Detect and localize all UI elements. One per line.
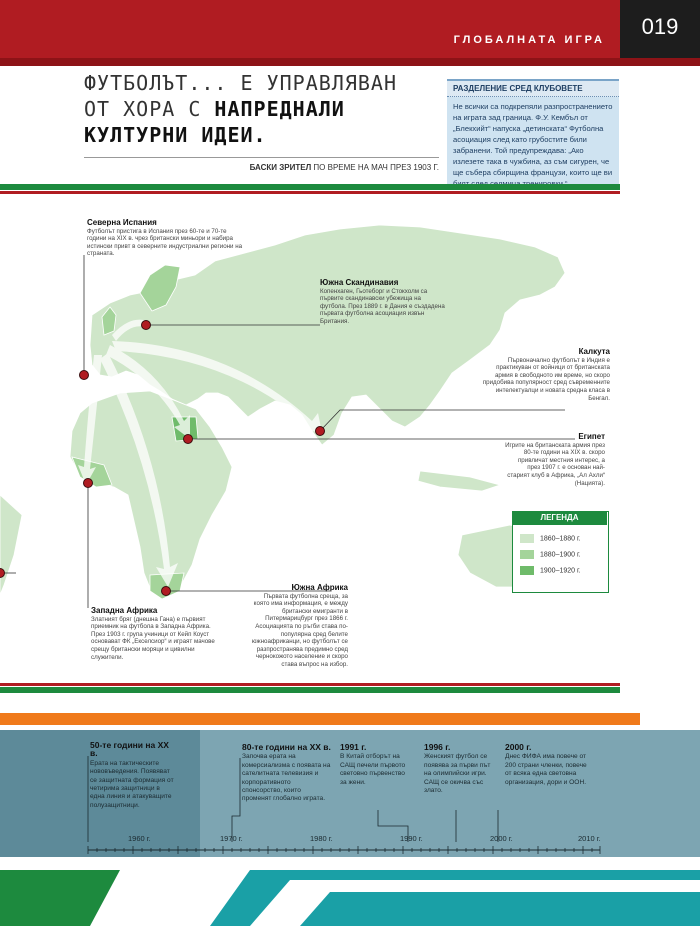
quote-line-2-bold: НАПРЕДНАЛИ — [214, 97, 345, 121]
legend-item-1860-1880 — [520, 534, 581, 543]
page-number: 019 — [641, 14, 679, 39]
legend-label: 1860–1880 г. — [540, 535, 581, 543]
annotation-north-spain — [87, 219, 247, 258]
timeline-heading: 80-те години на XX в. — [242, 742, 331, 752]
annotation-title: Западна Африка — [91, 606, 158, 615]
annotation-calcutta — [480, 348, 610, 402]
annotation-text: Футболът пристига в Испания през 60-те и 70-те години на XIX в. чрез британски миньори и набира истински привт в северните индустриални региони на страната. — [87, 227, 243, 258]
timeline-text: Ерата на тактическите нововъведения. Появяват се защитната формация от четирима защитници в една линия и атакуващите полузащитници. — [90, 759, 174, 809]
tick-label-1980: 1980 г. — [310, 834, 333, 843]
annotation-text: Първата футболна среща, за която има информация, е между британски емигранти в Питермарицбург през 1866 г. Асоциацията по ръгби става по-популярна сред белите южноафриканци, но футболът се разпространява предимно сред чернокожото население и скоро става въпрос на избор. — [251, 592, 348, 668]
quote-source-name: БАСКИ ЗРИТЕЛ — [249, 163, 312, 172]
annotation-egypt — [505, 433, 605, 487]
legend-swatch — [520, 566, 534, 575]
marker-left-edge — [0, 569, 5, 578]
annotation-text: Копенхаген, Гьотеборг и Стокхолм са първите скандинавски убежища на футбола. През 1889 г. в Дания е създадена първата футболна асоциация извън Британия. — [320, 287, 445, 325]
annotation-title: Северна Испания — [87, 218, 157, 227]
marker-scandinavia — [142, 321, 151, 330]
leader-calcutta — [320, 410, 565, 431]
quote-line-2-plain: ОТ ХОРА С — [84, 97, 215, 121]
legend-item-1900-1920 — [520, 566, 581, 575]
tick-label-2010: 2010 г. — [578, 834, 601, 843]
south-america-edge — [0, 495, 22, 595]
marker-south-africa — [162, 587, 171, 596]
annotation-south-africa — [248, 584, 348, 669]
quote-line-3-bold: КУЛТУРНИ ИДЕИ. — [84, 123, 267, 147]
sidebar-text: Не всички са подкрепяли разпространението на играта зад граница. Ф.У. Кембъл от „Блекхийт“ напуска „детинската“ Футболна асоциация след като грубостите били забранени. Той предупреждава: „Ако излезете така в чужбина, аз съм сигурен, че ще събера сбирщина французи, които ще ви — [453, 102, 613, 177]
connector-1980s — [232, 758, 240, 842]
marker-west-africa — [84, 479, 93, 488]
header-bar — [0, 0, 620, 58]
annotation-title: Египет — [578, 432, 605, 441]
quote-source-context: ПО ВРЕМЕ НА МАЧ ПРЕЗ 1903 Г. — [311, 163, 439, 172]
section-title: ГЛОБАЛНАТА ИГРА — [453, 34, 605, 46]
timeline-text: В Китай отборът на САЩ печели първото световно първенство за жени. — [340, 753, 406, 786]
timeline-text: Започва ерата на комерсиализма с появата на сателитната телевизия и корпоративното спонсорство, които променят глобално играта. — [242, 753, 331, 803]
timeline-text: Женският футбол се появява за първи път на олимпийски игри. САЩ се окичва със злато. — [424, 753, 491, 795]
southeast-asia-islands — [418, 471, 500, 491]
annotation-text: Златният бряг (днешна Гана) е първият приемник на футбола в Западна Африка. През 1903 г. група учиници от Кейп Коуст основават ФК „Екселсиор“ и играят мачове срещу британски моряци и цивилни служители. — [91, 615, 215, 661]
tick-label-1970: 1970 г. — [220, 834, 243, 843]
bottom-teal-stripe-2 — [300, 892, 700, 926]
quote-source — [84, 163, 439, 172]
timeline-heading: 2000 г. — [505, 742, 532, 752]
legend-label: 1880–1900 г. — [540, 551, 581, 559]
annotation-title: Калкута — [578, 347, 610, 356]
legend-swatch — [520, 534, 534, 543]
quote-line-3 — [84, 122, 424, 148]
timeline-orange-band — [0, 713, 640, 725]
timeline-heading: 1996 г. — [424, 742, 451, 752]
timeline-heading: 1991 г. — [340, 742, 367, 752]
tick-label-1990: 1990 г. — [400, 834, 423, 843]
marker-north-spain — [80, 371, 89, 380]
tick-label-2000: 2000 г. — [490, 834, 513, 843]
bottom-green-stripe — [0, 870, 120, 926]
timeline-axis — [0, 730, 700, 926]
annotation-text: Първоначално футболът в Индия е практикуван от войници от британската армия в свободното им време, но скоро придобива популярност сред съвременните интелектуалци и новата средна класа в Бенгал. — [482, 356, 610, 402]
annotation-scandinavia — [320, 279, 445, 326]
legend-title: ЛЕГЕНДА — [512, 511, 607, 525]
annotation-title: Южна Скандинавия — [320, 278, 399, 287]
annotation-west-africa — [91, 607, 221, 661]
quote-line-1: ФУТБОЛЪТ... Е УПРАВЛЯВАН — [84, 71, 397, 95]
quote-divider — [84, 157, 439, 158]
pull-quote — [84, 70, 424, 148]
annotation-title: Южна Африка — [291, 583, 348, 592]
tick-label-1960: 1960 г. — [128, 834, 151, 843]
marker-egypt — [184, 435, 193, 444]
legend-label: 1900–1920 г. — [540, 567, 581, 575]
timeline-heading: 50-те години на XX в. — [90, 740, 169, 759]
map-border-bottom-red — [0, 683, 620, 686]
quote-line-2 — [84, 96, 424, 122]
map-border-top-red — [0, 191, 620, 194]
sidebar-title: РАЗДЕЛЕНИЕ СРЕД КЛУБОВЕТЕ — [447, 81, 619, 97]
map-border-bottom — [0, 687, 620, 693]
legend-item-1880-1900 — [520, 550, 581, 559]
annotation-text: Игрите на британската армия през 80-те години на XIX в. скоро привличат местния интерес, а през 1907 г. е основан най-старият клуб в Африка, „Ал Ахли“ (Нацията). — [505, 441, 605, 487]
marker-calcutta — [316, 427, 325, 436]
legend-swatch — [520, 550, 534, 559]
timeline-text: Днес ФИФА има повече от 200 страни членки, повече от всяка една световна организация, дори и ООН. — [505, 753, 587, 786]
header-stripe — [0, 58, 700, 66]
map-border-top — [0, 184, 620, 190]
